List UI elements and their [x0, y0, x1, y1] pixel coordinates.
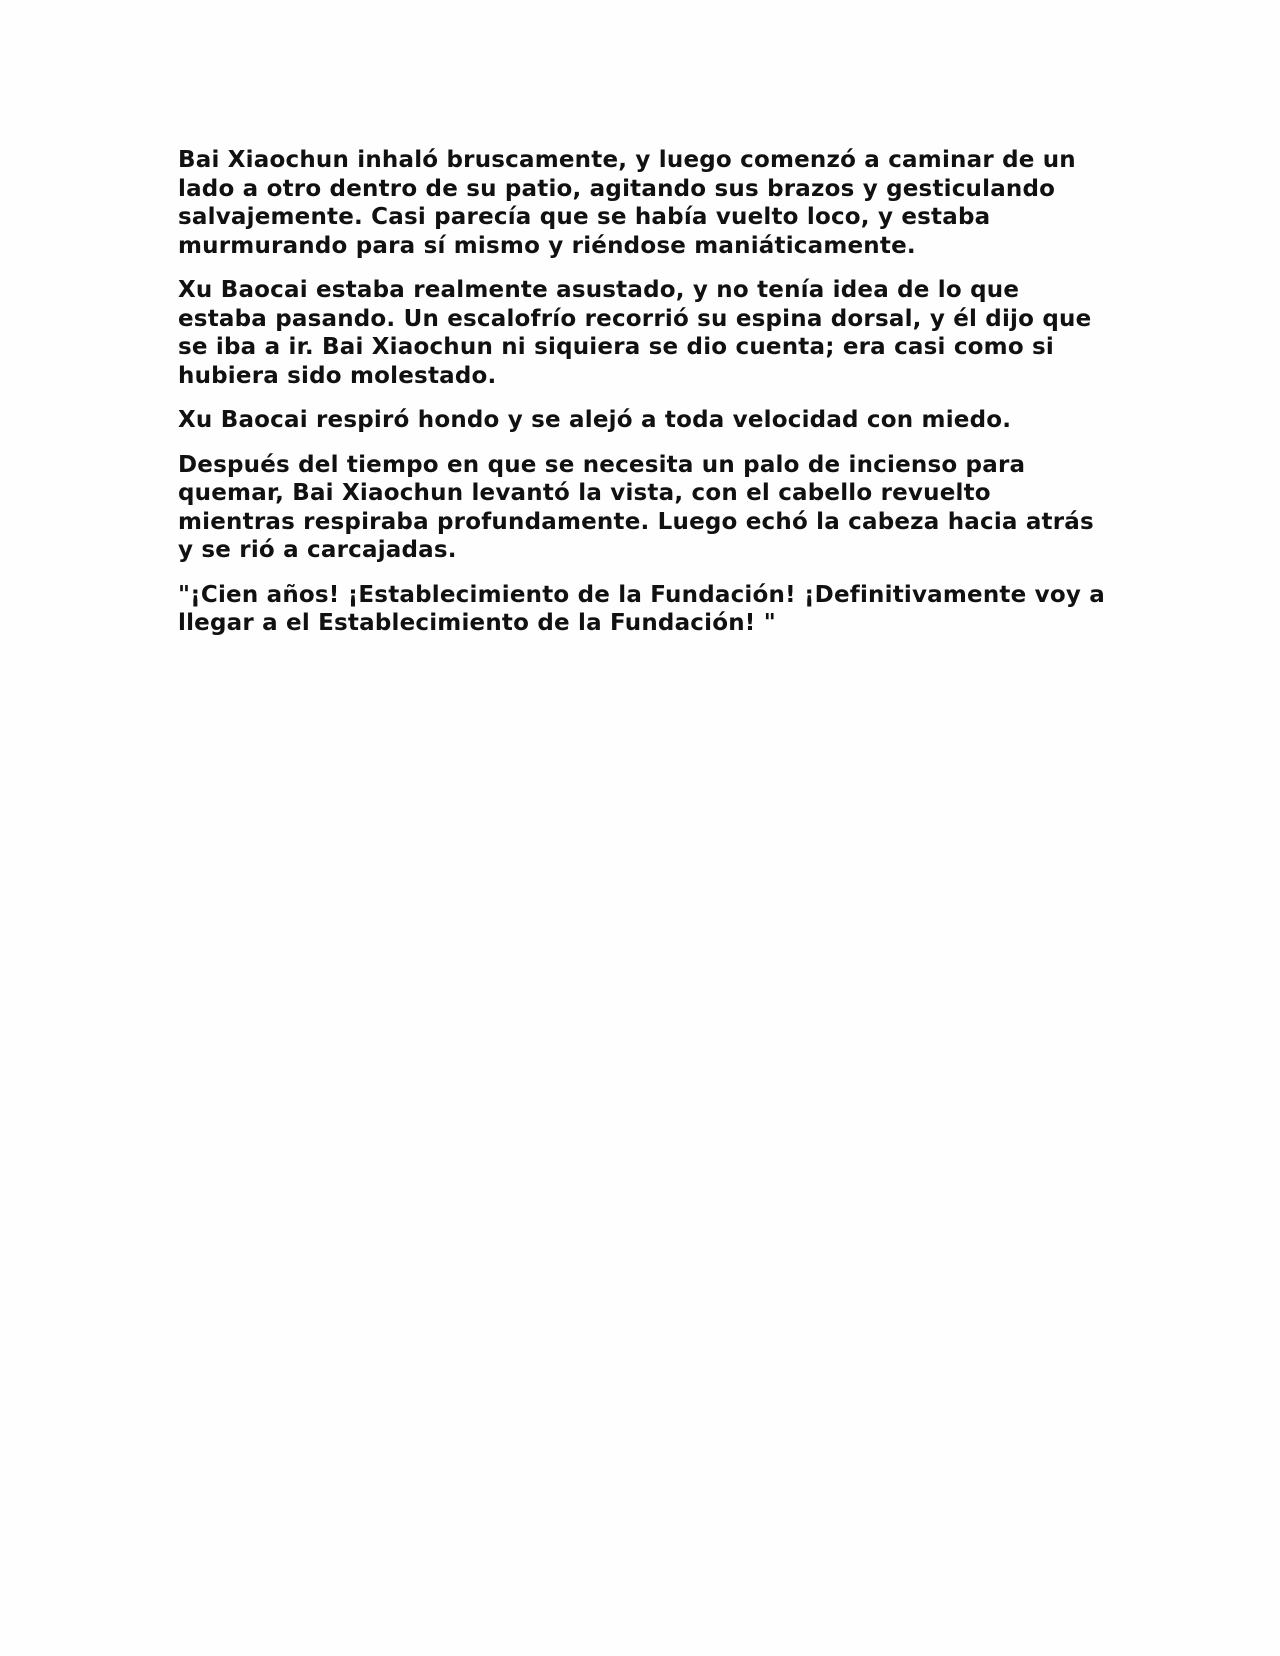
paragraph: Xu Baocai estaba realmente asustado, y no tenía idea de lo que estaba pasando. Un escalofrío recorrió su espina dorsal, y él dijo que se iba a ir. Bai Xiaochun ni siquiera se dio cuenta; era casi como si hubiera sido molestado. — [178, 277, 1092, 389]
paragraph: Xu Baocai respiró hondo y se alejó a toda velocidad con miedo. — [178, 407, 1012, 433]
paragraph: "¡Cien años! ¡Establecimiento de la Fundación! ¡Definitivamente voy a llegar a el Establecimiento de la Fundación! " — [178, 581, 1105, 636]
paragraph: Bai Xiaochun inhaló bruscamente, y luego comenzó a caminar de un lado a otro dentro de su patio, agitando sus brazos y gesticulando salvajemente. Casi parecía que se había vuelto loco, y estaba murmurando para sí mismo y riéndose maniáticamente. — [178, 147, 1076, 259]
paragraph: Después del tiempo en que se necesita un palo de incienso para quemar, Bai Xiaochun levantó la vista, con el cabello revuelto mientras respiraba profundamente. Luego echó la cabeza hacia atrás y se rió a carcajadas. — [178, 451, 1094, 563]
document-body — [178, 146, 1108, 654]
